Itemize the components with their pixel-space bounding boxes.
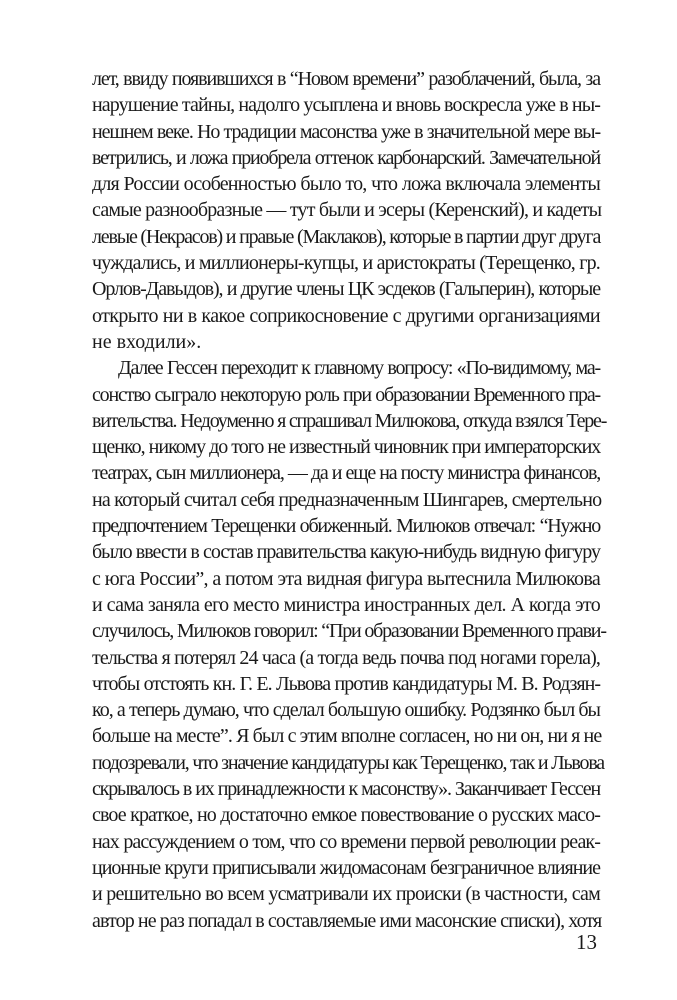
text-line: автор не раз попадал в составляемые ими масонские списки), хотя bbox=[92, 909, 602, 932]
text-line: левые (Некрасов) и правые (Маклаков), которые в партии друг друга bbox=[92, 225, 601, 248]
text-line: было ввести в состав правительства какую-нибудь видную фигуру bbox=[92, 541, 600, 564]
page-number: 13 bbox=[576, 930, 597, 954]
text-line: ционные круги приписывали жидомасонам безграничное влияние bbox=[92, 856, 600, 879]
text-line: и сама заняла его место министра иностранных дел. А когда это bbox=[92, 593, 600, 616]
paragraph-1 bbox=[92, 66, 600, 355]
text-line: чуждались, и миллионеры-купцы, и аристократы (Терещенко, гр. bbox=[92, 252, 600, 275]
text-line: тельства я потерял 24 часа (а тогда ведь почва под ногами горела), bbox=[92, 646, 600, 669]
text-line: открыто ни в какое соприкосновение с другими организациями bbox=[92, 304, 600, 327]
text-line: подозревали, что значение кандидатуры как Терещенко, так и Львова bbox=[92, 751, 604, 774]
text-line: лет, ввиду появившихся в “Новом времени” разоблачений, была, за bbox=[92, 68, 600, 90]
text-line: ветрились, и ложа приобрела оттенок карбонарский. Замечательной bbox=[92, 146, 600, 169]
text-line: нешнем веке. Но традиции масонства уже в значительной мере вы- bbox=[92, 120, 600, 143]
text-line: нарушение тайны, надолго усыплена и вновь воскресла уже в ны- bbox=[92, 94, 600, 117]
paragraph-2 bbox=[92, 355, 607, 934]
text-line: предпочтением Терещенки обиженный. Милюков отвечал: “Нужно bbox=[92, 515, 600, 538]
text-line: больше на месте”. Я был с этим вполне согласен, но ни он, ни я не bbox=[92, 725, 602, 748]
text-line: для России особенностью было то, что ложа включала элементы bbox=[92, 173, 600, 196]
text-line: самые разнообразные — тут были и эсеры (Керенский), и кадеты bbox=[92, 199, 602, 222]
text-line: театрах, сын миллионера, — да и еще на посту министра финансов, bbox=[92, 462, 600, 485]
text-line: на который считал себя предназначенным Шингарев, смертельно bbox=[92, 488, 602, 511]
text-line: с юга России”, а потом эта видная фигура вытеснила Милюкова bbox=[92, 567, 600, 590]
text-line: случилось, Милюков говорил: “При образовании Временного прави- bbox=[92, 620, 606, 643]
text-line: нах рассуждением о том, что со времени первой революции реак- bbox=[92, 830, 600, 853]
text-line: не входили». bbox=[92, 330, 202, 353]
text-line: ко, а теперь думаю, что сделал большую ошибку. Родзянко был бы bbox=[92, 699, 600, 722]
text-line: щенко, никому до того не известный чиновник при императорских bbox=[92, 436, 601, 459]
text-line: Далее Гессен переходит к главному вопросу: «По-видимому, ма- bbox=[118, 357, 600, 380]
text-line: сонство сыграло некоторую роль при образовании Временного пра- bbox=[92, 383, 600, 406]
body-text bbox=[92, 66, 607, 934]
text-line: вительства. Недоуменно я спрашивал Милюкова, откуда взялся Тере- bbox=[92, 409, 607, 432]
text-line: скрывалось в их принадлежности к масонству». Заканчивает Гессен bbox=[92, 778, 600, 801]
text-line: чтобы отстоять кн. Г. Е. Львова против кандидатуры М. В. Родзян- bbox=[92, 672, 600, 695]
text-line: и решительно во всем усматривали их происки (в частности, сам bbox=[92, 883, 600, 906]
text-line: свое краткое, но достаточно емкое повествование о русских масо- bbox=[92, 804, 600, 827]
text-line: Орлов-Давыдов), и другие члены ЦК эсдеков (Гальперин), которые bbox=[92, 278, 600, 301]
